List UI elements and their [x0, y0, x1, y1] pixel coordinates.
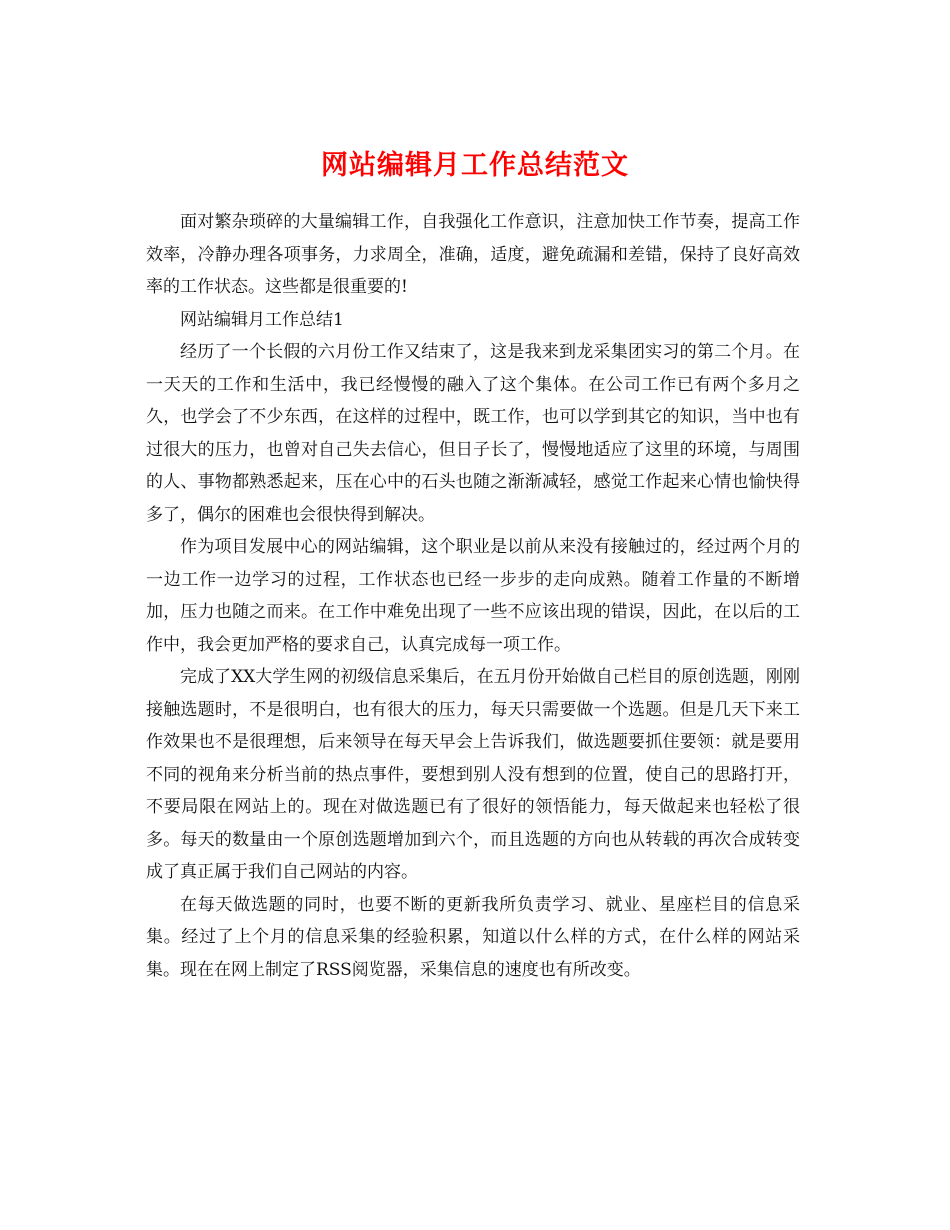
paragraph: 作为项目发展中心的网站编辑，这个职业是以前从来没有接触过的，经过两个月的一边工作一边学习的过程，工作状态也已经一步步的走向成熟。随着工作量的不断增加，压力也随之而来。在工作中难免出现了一些不应该出现的错误，因此，在以后的工作中，我会更加严格的要求自己，认真完成每一项工作。 — [146, 537, 800, 655]
paragraph: 经历了一个长假的六月份工作又结束了，这是我来到龙采集团实习的第二个月。在一天天的工作和生活中，我已经慢慢的融入了这个集体。在公司工作已有两个多月之久，也学会了不少东西，在这样的过程中，既工作，也可以学到其它的知识，当中也有过很大的压力，也曾对自己失去信心，但日子长了，慢慢地适应了这里的环境，与周围的人、事物都熟悉起来，压在心中的石头也随之渐渐减轻，感觉工作起来心情也愉快得多了，偶尔的困难也会很快得到解决。 — [146, 342, 800, 525]
paragraph: 在每天做选题的同时，也要不断的更新我所负责学习、就业、星座栏目的信息采集。经过了上个月的信息采集的经验积累，知道以什么样的方式，在什么样的网站采集。现在在网上制定了RSS阅览器，采集信息的速度也有所改变。 — [146, 894, 800, 980]
paragraph-heading: 网站编辑月工作总结1 — [180, 309, 344, 330]
document-body — [146, 206, 800, 986]
paragraph: 完成了XX大学生网的初级信息采集后，在五月份开始做自己栏目的原创选题，刚刚接触选题时，不是很明白，也有很大的压力，每天只需要做一个选题。但是几天下来工作效果也不是很理想，后来领导在每天早会上告诉我们，做选题要抓住要领：就是要用不同的视角来分析当前的热点事件，要想到别人没有想到的位置，使自己的思路打开，不要局限在网站上的。现在对做选题已有了很好的领悟能力，每天做起来也轻松了很多。每天的数量由一个原创选题增加到六个，而且选题的方向也从转载的再次合成转变成了真正属于我们自己网站的内容。 — [146, 667, 800, 882]
document-title: 网站编辑月工作总结范文 — [321, 150, 629, 182]
paragraph-intro: 面对繁杂琐碎的大量编辑工作，自我强化工作意识，注意加快工作节奏，提高工作效率，冷静办理各项事务，力求周全，准确，适度，避免疏漏和差错，保持了良好高效率的工作状态。这些都是很重要的! — [146, 212, 800, 297]
